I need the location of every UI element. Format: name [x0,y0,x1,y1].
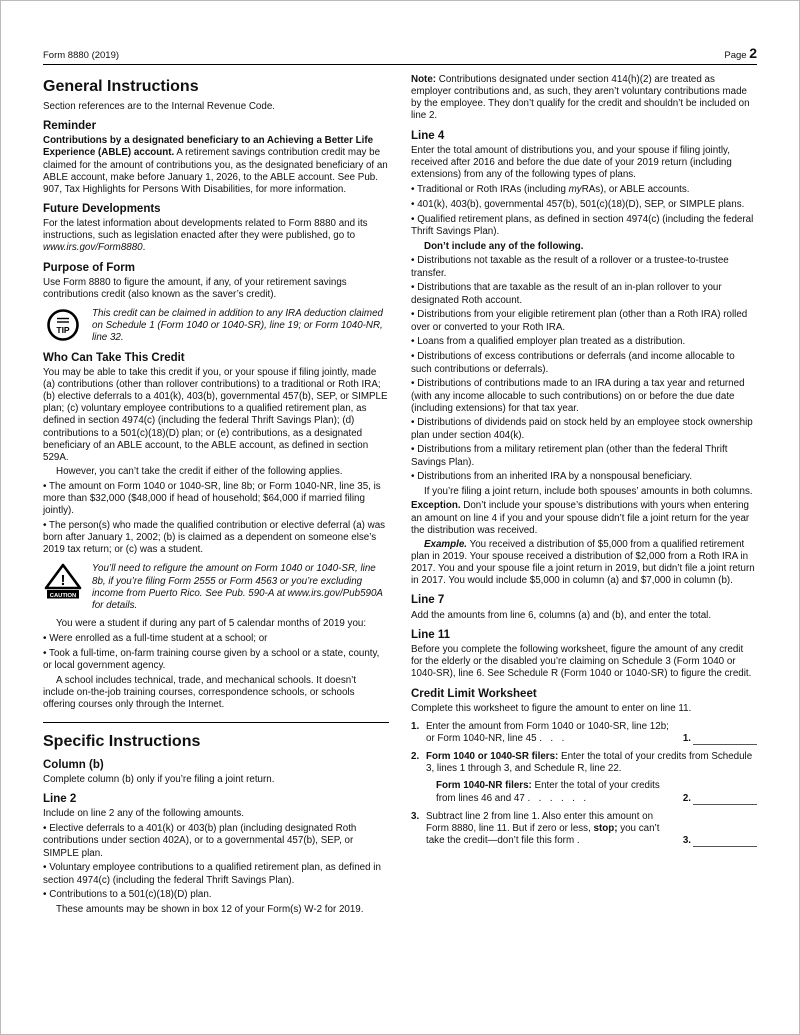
bullet-item: • Distributions of excess contributions or deferrals (and income allocable to such contributions or deferrals). [411,351,735,375]
paragraph: Include on line 2 any of the following amounts. [43,808,244,820]
sub-heading: Purpose of Form [43,261,136,274]
dot-leader: . . . [539,733,566,745]
svg-text:!: ! [60,572,66,590]
bullet-item: • Qualified retirement plans, as defined in section 4974(c) (including the federal Thrift Savings Plan). [411,213,754,237]
bullet-icon: • [411,183,415,195]
worksheet-line [411,751,757,805]
bullet-item: • Took a full-time, on-farm training course given by a school or a state, county, or local government agency. [43,647,380,671]
bullet-icon: • [411,351,415,363]
bullet-icon: • [43,519,47,531]
worksheet-entry-line [693,795,757,805]
header-rule [43,64,757,65]
paragraph: Enter the total amount of distributions you, and your spouse if filing jointly, received after 2016 and before the due date of your 2019 return (including extensions) from any of the following types of plans. [411,144,732,181]
bullet-item: • Distributions not taxable as the result of a rollover or a trustee-to-trustee transfer. [411,255,729,279]
paragraph: These amounts may be shown in box 12 of your Form(s) W-2 for 2019. [56,904,364,916]
paragraph: Note: Contributions designated under section 414(h)(2) are treated as employer contributions and, as such, they aren’t voluntary contributions made by the employee. They don’t qualify for the credit and shouldn’t be included on line 2. [411,74,750,122]
paragraph: Before you complete the following worksheet, figure the amount of any credit for the elderly or the disabled you’re claiming on Schedule 3 (Form 1040 or 1040-SR), line 6. See Schedule R (Form 1040 or 1040-SR) to figure the credit. [411,644,752,680]
bullet-icon: • [411,471,415,483]
dot-leader: . . . . . . [527,792,588,804]
svg-text:CAUTION: CAUTION [49,593,77,600]
svg-text:TIP: TIP [56,325,70,336]
bullet-icon: • [411,282,415,294]
sub-heading: Reminder [43,119,97,132]
left-column [43,72,389,918]
sub-heading: Line 2 [43,793,77,806]
worksheet-line-body [426,811,757,847]
paragraph: You were a student if during any part of 5 calendar months of 2019 you: [56,617,367,629]
bullet-item: • Distributions from a military retirement plan (other than the federal Thrift Savings Plan). [411,444,728,468]
bullet-icon: • [43,823,47,835]
caution-icon-wrap [43,562,83,599]
bullet-icon: • [43,647,47,659]
worksheet-paragraph [426,721,757,745]
content-columns [43,72,757,918]
page-header [43,45,757,64]
sub-heading: Credit Limit Worksheet [411,687,537,700]
worksheet-paragraph [426,751,757,775]
bullet-icon: • [411,444,415,456]
bullet-icon: • [411,255,415,267]
worksheet-line-body [426,721,757,745]
tip-note-text: This credit can be claimed in addition to any IRA deduction claimed on Schedule 1 (Form 1040 or 1040-SR), line 19; or Form 1040-NR, line 32. [92,308,383,344]
worksheet-paragraph [426,811,757,847]
paragraph: Add the amounts from line 6, columns (a) and (b), and enter the total. [411,609,712,621]
section-heading: Specific Instructions [43,722,389,752]
worksheet-paragraph [426,780,757,804]
bullet-item: • Distributions from an inherited IRA by a nonspousal beneficiary. [411,471,693,483]
worksheet-text: Form 1040 or 1040-SR filers: Enter the total of your credits from Schedule 3, lines 1 through 3, and Schedule R, line 22. [426,751,753,775]
bullet-icon: • [411,213,415,225]
page-number: 2 [749,45,757,61]
bullet-icon: • [43,480,47,492]
sub-heading: Who Can Take This Credit [43,351,185,364]
form-number: Form 8880 (2019) [43,50,120,61]
page-label: Page [724,50,747,61]
worksheet-line-number: 3. [411,810,420,822]
sub-heading: Future Developments [43,202,161,215]
paragraph: Complete column (b) only if you’re filing a joint return. [43,774,275,786]
credit-limit-worksheet [411,721,757,847]
paragraph: Complete this worksheet to figure the amount to enter on line 11. [411,702,692,714]
tip-icon [46,308,80,342]
paragraph: For the latest information about developments related to Form 8880 and its instructions, such as legislation enacted after they were published, go to www.irs.gov/Form8880. [43,218,368,254]
tip-icon-wrap [43,307,83,342]
caution-icon [44,563,82,599]
sub-heading: Line 7 [411,594,445,607]
paragraph: If you’re filing a joint return, include both spouses’ amounts in both columns. [424,486,753,498]
bullet-item: • Loans from a qualified employer plan treated as a distribution. [411,336,686,348]
paragraph: A school includes technical, trade, and mechanical schools. It doesn’t include on-the-job training courses, correspondence schools, or schools offering courses only through the Internet. [43,674,357,710]
bullet-icon: • [411,336,415,348]
bullet-item: • Distributions that are taxable as the result of an in-plan rollover to your designated Roth account. [411,282,722,306]
paragraph: However, you can’t take the credit if either of the following applies. [56,465,343,477]
page-indicator [724,45,757,61]
bullet-icon: • [411,198,415,210]
bullet-icon: • [411,417,415,429]
sub-heading: Line 11 [411,628,450,641]
worksheet-line-body [426,751,757,805]
caution-note-text: You’ll need to refigure the amount on Form 1040 or 1040-SR, line 8b, if you’re filing Form 2555 or Form 4563 or you’re excluding income from Puerto Rico. See Pub. 590-A at www.irs.gov/Pub590A for details. [92,563,383,611]
bullet-icon: • [411,309,415,321]
section-heading: General Instructions [43,78,199,95]
worksheet-ref: 2. [683,793,757,805]
worksheet-line [411,811,757,847]
paragraph: Don’t include any of the following. [424,240,584,252]
worksheet-line-number: 2. [411,751,420,763]
bullet-item: • Contributions to a 501(c)(18)(D) plan. [43,889,212,901]
bullet-icon: • [43,862,47,874]
worksheet-text: Enter the amount from Form 1040 or 1040-SR, line 12b; or Form 1040-NR, line 45 . . . [426,720,669,745]
worksheet-ref: 1. [683,733,757,745]
worksheet-text: Form 1040-NR filers: Enter the total of your credits from lines 46 and 47 . . . . . . [436,780,660,804]
sub-heading: Line 4 [411,129,445,142]
bullet-icon: • [411,378,415,390]
worksheet-text: Subtract line 2 from line 1. Also enter this amount on Form 8880, line 11. But if zero or less, stop; you can’t take the credit—don’t file this form . [426,810,660,847]
worksheet-line-number: 1. [411,720,420,732]
paragraph: Use Form 8880 to figure the amount, if any, of your retirement savings contributions credit (also known as the saver’s credit). [43,276,347,300]
tip-note [43,307,389,344]
bullet-item: • Distributions from your eligible retirement plan (other than a Roth IRA) rolled over or converted to your Roth IRA. [411,309,748,333]
paragraph: Example. You received a distribution of $5,000 from a qualified retirement plan in 2019. Your spouse received a distribution of $2,000 from a Roth IRA in 2017. You and your spouse file a joint return in 2019, but didn’t file a joint return in 2017. You would include $5,000 in column (a) and $7,000 in column (b). [411,538,755,587]
bullet-item: • The amount on Form 1040 or 1040-SR, line 8b; or Form 1040-NR, line 35, is more than $32,000 ($48,000 if head of household; $64,000 if married filing jointly). [43,480,381,517]
paragraph: You may be able to take this credit if you, or your spouse if filing jointly, made (a) contributions (other than rollover contributions) to a traditional or Roth IRA; (b) elective deferrals to a 401(k), 403(b), governmental 457(b), SEP, or SIMPLE plan; (c) voluntary employee contributions to a qualified retirement plan, as defined in section 4974(c) (including the federal Thrift Savings Plan); (d) contributions to a 501(c)(18)(D) plan; or (e) contributions, as a designated beneficiary of an ABLE account, to the ABLE account, as defined in section 529A. [43,366,388,463]
bullet-item: • Were enrolled as a full-time student at a school; or [43,632,268,644]
bullet-item: • Elective deferrals to a 401(k) or 403(b) plan (including designated Roth contributions under section 402A), or to a governmental 457(b), SEP, or SIMPLE plan. [43,823,357,859]
worksheet-entry-line [693,735,757,745]
bullet-item: • Traditional or Roth IRAs (including myRAs), or ABLE accounts. [411,183,690,195]
caution-note [43,562,389,612]
paragraph: Section references are to the Internal Revenue Code. [43,100,276,112]
bullet-item: • Voluntary employee contributions to a qualified retirement plan, as defined in section 4974(c) (including the federal Thrift Savings Plan). [43,862,381,886]
bullet-item: • The person(s) who made the qualified contribution or elective deferral (a) was born after January 1, 2002; (b) is claimed as a dependent on someone else’s 2019 tax return; or (c) was a student. [43,519,386,556]
bullet-icon: • [43,889,47,901]
bullet-item: • 401(k), 403(b), governmental 457(b), 501(c)(18)(D), SEP, or SIMPLE plans. [411,198,745,210]
bullet-item: • Distributions of dividends paid on stock held by an employee stock ownership plan under section 404(k). [411,417,753,441]
paragraph: Contributions by a designated beneficiary to an Achieving a Better Life Experience (ABLE) account. A retirement savings contribution credit may be claimed for the amount of contributions you, as the designated beneficiary of an ABLE account, make before January 1, 2026, to the ABLE account. See Pub. 907, Tax Highlights for Persons With Disabilities, for more information. [43,135,388,195]
worksheet-entry-line [693,837,757,847]
bullet-item: • Distributions of contributions made to an IRA during a tax year and returned (with any income allocable to such contributions) on or before the due date (including extensions) for that tax year. [411,378,745,414]
right-column [411,72,757,918]
paragraph: Exception. Don’t include your spouse’s distributions with yours when entering an amount on line 4 if you and your spouse didn’t file a joint return for the year the distribution was received. [411,500,750,536]
sub-heading: Column (b) [43,758,104,771]
worksheet-ref: 3. [683,835,757,847]
dot-leader: . [576,835,581,847]
bullet-icon: • [43,632,47,644]
worksheet-line [411,721,757,745]
